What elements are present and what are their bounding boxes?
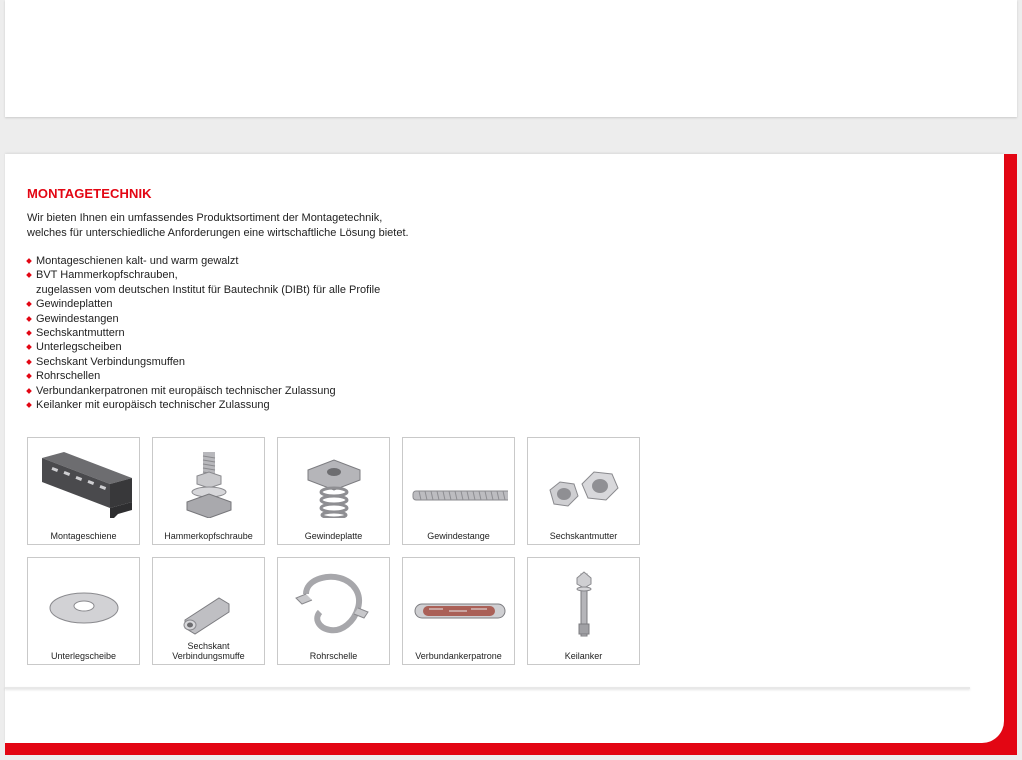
product-tile-sechskantmutter[interactable] [527, 437, 640, 545]
product-label: Montageschiene [50, 531, 117, 541]
product-label: Unterlegscheibe [50, 651, 117, 661]
product-label: Hammerkopfschraube [164, 531, 253, 541]
intro-line-1: Wir bieten Ihnen ein umfassendes Produktsortiment der Montagetechnik, [27, 212, 383, 224]
washer-icon [34, 568, 133, 638]
feature-item: Sechskant Verbindungsmuffen [27, 355, 380, 369]
product-tile-rohrschelle[interactable] [277, 557, 390, 665]
feature-item: BVT Hammerkopfschrauben, zugelassen vom deutschen Institut für Bautechnik (DIBt) für alle Profile [27, 268, 380, 297]
product-tile-hammerkopfschraube[interactable] [152, 437, 265, 545]
product-label: Keilanker [564, 651, 603, 661]
mounting-rail-icon [34, 448, 133, 518]
product-label: Gewindestange [427, 531, 490, 541]
feature-item: Montageschienen kalt- und warm gewalzt [27, 254, 380, 268]
content-panel [5, 154, 1004, 743]
hex-coupling-nut-icon [159, 568, 258, 638]
wedge-anchor-icon [534, 568, 633, 638]
product-label: Rohrschelle [309, 651, 358, 661]
intro-line-2: welches für unterschiedliche Anforderungen eine wirtschaftliche Lösung bietet. [27, 227, 409, 239]
feature-item: Keilanker mit europäisch technischer Zulassung [27, 398, 380, 412]
feature-list [27, 254, 380, 412]
feature-item: Sechskantmuttern [27, 326, 380, 340]
hammer-head-bolt-icon [159, 448, 258, 518]
product-tile-verbundankerpatrone[interactable] [402, 557, 515, 665]
threaded-plate-icon [284, 448, 383, 518]
pipe-clamp-icon [284, 568, 383, 638]
product-tile-montageschiene[interactable] [27, 437, 140, 545]
product-tile-keilanker[interactable] [527, 557, 640, 665]
product-tile-gewindestange[interactable] [402, 437, 515, 545]
product-label: Sechskantmutter [549, 531, 618, 541]
page-title: MONTAGETECHNIK [27, 186, 152, 201]
product-label: Sechskant Verbindungsmuffe [172, 641, 245, 661]
feature-item: Verbundankerpatronen mit europäisch technischer Zulassung [27, 384, 380, 398]
feature-item: Rohrschellen [27, 369, 380, 383]
hex-nut-icon [534, 448, 633, 518]
footer-divider [5, 687, 970, 689]
product-label: Gewindeplatte [304, 531, 363, 541]
intro-text [27, 211, 547, 241]
product-tile-gewindeplatte[interactable] [277, 437, 390, 545]
chemical-anchor-capsule-icon [409, 568, 508, 638]
feature-item: Unterlegscheiben [27, 340, 380, 354]
product-tile-unterlegscheibe[interactable] [27, 557, 140, 665]
product-label: Verbundankerpatrone [415, 651, 502, 661]
header-panel [5, 0, 1017, 117]
threaded-rod-icon [409, 448, 508, 518]
product-tile-sechskant-verbindungsmuffe[interactable] [152, 557, 265, 665]
feature-item: Gewindeplatten [27, 297, 380, 311]
feature-item: Gewindestangen [27, 312, 380, 326]
